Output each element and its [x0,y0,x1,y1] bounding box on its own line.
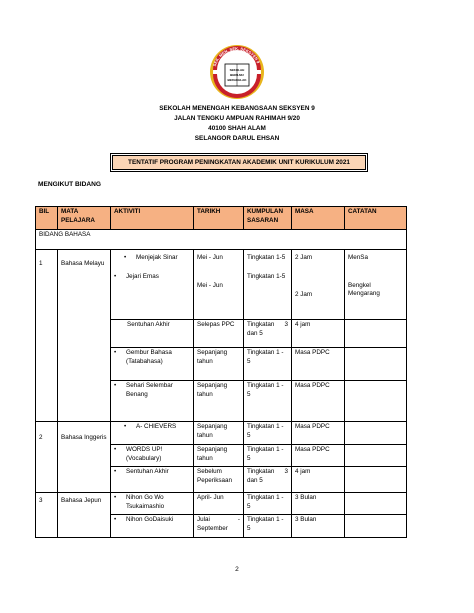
bullet-icon: • [114,272,117,280]
school-state: SELANGOR DARUL EHSAN [194,135,280,142]
note-item: MenSa [348,254,368,261]
note-cell [345,445,407,467]
activity-item: Menjejak Sinar [136,254,178,261]
subject-cell: Bahasa Melayu [58,250,111,422]
logo-arc-text: SEK. MEN. SEK. SEKSYEN 9 [211,45,261,67]
target-cell [244,467,292,493]
target-cell: Tingkatan 1 - 5 [244,348,292,381]
activity-item: Sentuhan Akhir [126,468,169,475]
time-cell: Masa PDPC [292,445,345,467]
time-cell: Masa PDPC [292,422,345,445]
activity-item: Nihon Go Wo Tsukaimashio [126,494,165,510]
section-row [36,230,407,250]
note-cell [345,515,407,538]
target-cell: Tingkatan 1 - 5 [244,515,292,538]
activity-cell [111,348,194,381]
time-cell: 4 jam [292,467,345,493]
bullet-icon: • [114,349,117,356]
activity-cell [111,493,194,515]
target-word: Tingkatan [247,321,275,328]
note-cell [345,381,407,422]
date-cell: Sebelum Peperiksaan [194,467,244,493]
activity-item: Nihon GoDaisuki [126,516,174,523]
bullet-icon: • [114,494,117,501]
date-dash: - [237,516,240,523]
activity-item: Sehari Selembar Benang [126,382,173,398]
activity-cell [111,422,194,445]
activity-item: A- CHIEVERS [136,423,177,430]
target-suffix: dan 5 [247,329,263,337]
time-cell: Masa PDPC [292,381,345,422]
bullet-icon: • [124,423,127,430]
target-cell [244,250,292,320]
date-end: September [197,524,228,532]
note-cell [345,320,407,348]
activity-item: Jejari Emas [126,272,159,280]
target-cell: Tingkatan 1 - 5 [244,493,292,515]
date-item: Mei - Jun [197,281,223,289]
time-cell: 4 jam [292,320,345,348]
bil-cell: 2 [36,422,58,493]
bil-cell: 1 [36,250,58,422]
target-item: Tingkatan 1-5 [247,272,286,280]
logo-book-line2: BERILMU [230,73,244,77]
date-cell: Sepanjang tahun [194,381,244,422]
school-name: SEKOLAH MENENGAH KEBANGSAAN SEKSYEN 9 [159,105,315,112]
date-cell: Sepanjang tahun [194,445,244,467]
date-cell [194,250,244,320]
time-cell: 3 Bulan [292,493,345,515]
bullet-icon: • [124,254,127,261]
subject-cell: Bahasa Inggeris [58,422,111,493]
activity-cell [111,250,194,320]
date-item: Mei - Jun [197,254,223,261]
target-cell: Tingkatan 1 - 5 [244,422,292,445]
bullet-icon: • [114,468,117,475]
note-cell [345,250,407,320]
target-item: Tingkatan 1-5 [247,254,286,261]
note-item: Bengkel Mengarang [348,281,380,298]
section-subheading: MENGIKUT BIDANG [38,181,102,188]
time-cell: Masa PDPC [292,348,345,381]
activity-cell [111,445,194,467]
bullet-icon: • [114,446,117,453]
subject-cell: Bahasa Jepun [58,493,111,538]
note-cell [345,422,407,445]
target-cell [244,320,292,348]
date-start: Julai [197,516,210,523]
target-cell: Tingkatan 1 - 5 [244,381,292,422]
table-row [36,250,407,320]
activity-item: Gembur Bahasa (Tatabahasa) [126,349,172,365]
bil-cell: 3 [36,493,58,538]
target-level: 3 [284,468,288,475]
logo-book-line1: SEKOLAH [229,68,245,72]
logo-book-line3: BERAKHLAK [227,78,247,82]
school-street: JALAN TENGKU AMPUAN RAHIMAH 9/20 [174,115,300,122]
date-cell: Selepas PPC [194,320,244,348]
school-logo [205,40,269,100]
col-catatan: CATATAN [345,207,407,230]
time-cell: 3 Bulan [292,515,345,538]
time-item: 2 Jam [295,254,313,261]
target-level: 3 [284,321,288,328]
program-title: TENTATIF PROGRAM PENINGKATAN AKADEMIK UNIT KURIKULUM 2021 [112,155,366,170]
note-cell [345,348,407,381]
target-suffix: dan 5 [247,476,263,484]
program-table [35,206,407,538]
col-mata-pelajaran: MATA PELAJARA [58,207,111,230]
section-title: BIDANG BAHASA [36,230,407,250]
bullet-icon: • [114,516,117,523]
page-number: 2 [235,566,239,573]
target-word: Tingkatan [247,468,275,475]
activity-cell [111,467,194,493]
time-item: 2 Jam [295,290,313,298]
bullet-icon: • [114,382,117,389]
note-cell [345,467,407,493]
activity-item: WORDS UP! (Vocabulary) [126,446,163,462]
table-row [36,493,407,515]
school-postcode: 40100 SHAH ALAM [208,125,266,132]
date-cell: Sepanjang tahun [194,422,244,445]
date-cell: April- Jun [194,493,244,515]
table-row [36,422,407,445]
col-masa: MASA [292,207,345,230]
target-cell: Tingkatan 1 - 5 [244,445,292,467]
activity-cell [111,381,194,422]
time-cell [292,250,345,320]
col-aktiviti: AKTIVITI [111,207,194,230]
col-bil: BIL [36,207,58,230]
table-header-row [36,207,407,230]
date-cell: Sepanjang tahun [194,348,244,381]
date-cell [194,515,244,538]
col-kumpulan-sasaran: KUMPULAN SASARAN [244,207,292,230]
activity-cell: Sentuhan Akhir [111,320,194,348]
activity-cell [111,515,194,538]
note-cell [345,493,407,515]
col-tarikh: TARIKH [194,207,244,230]
